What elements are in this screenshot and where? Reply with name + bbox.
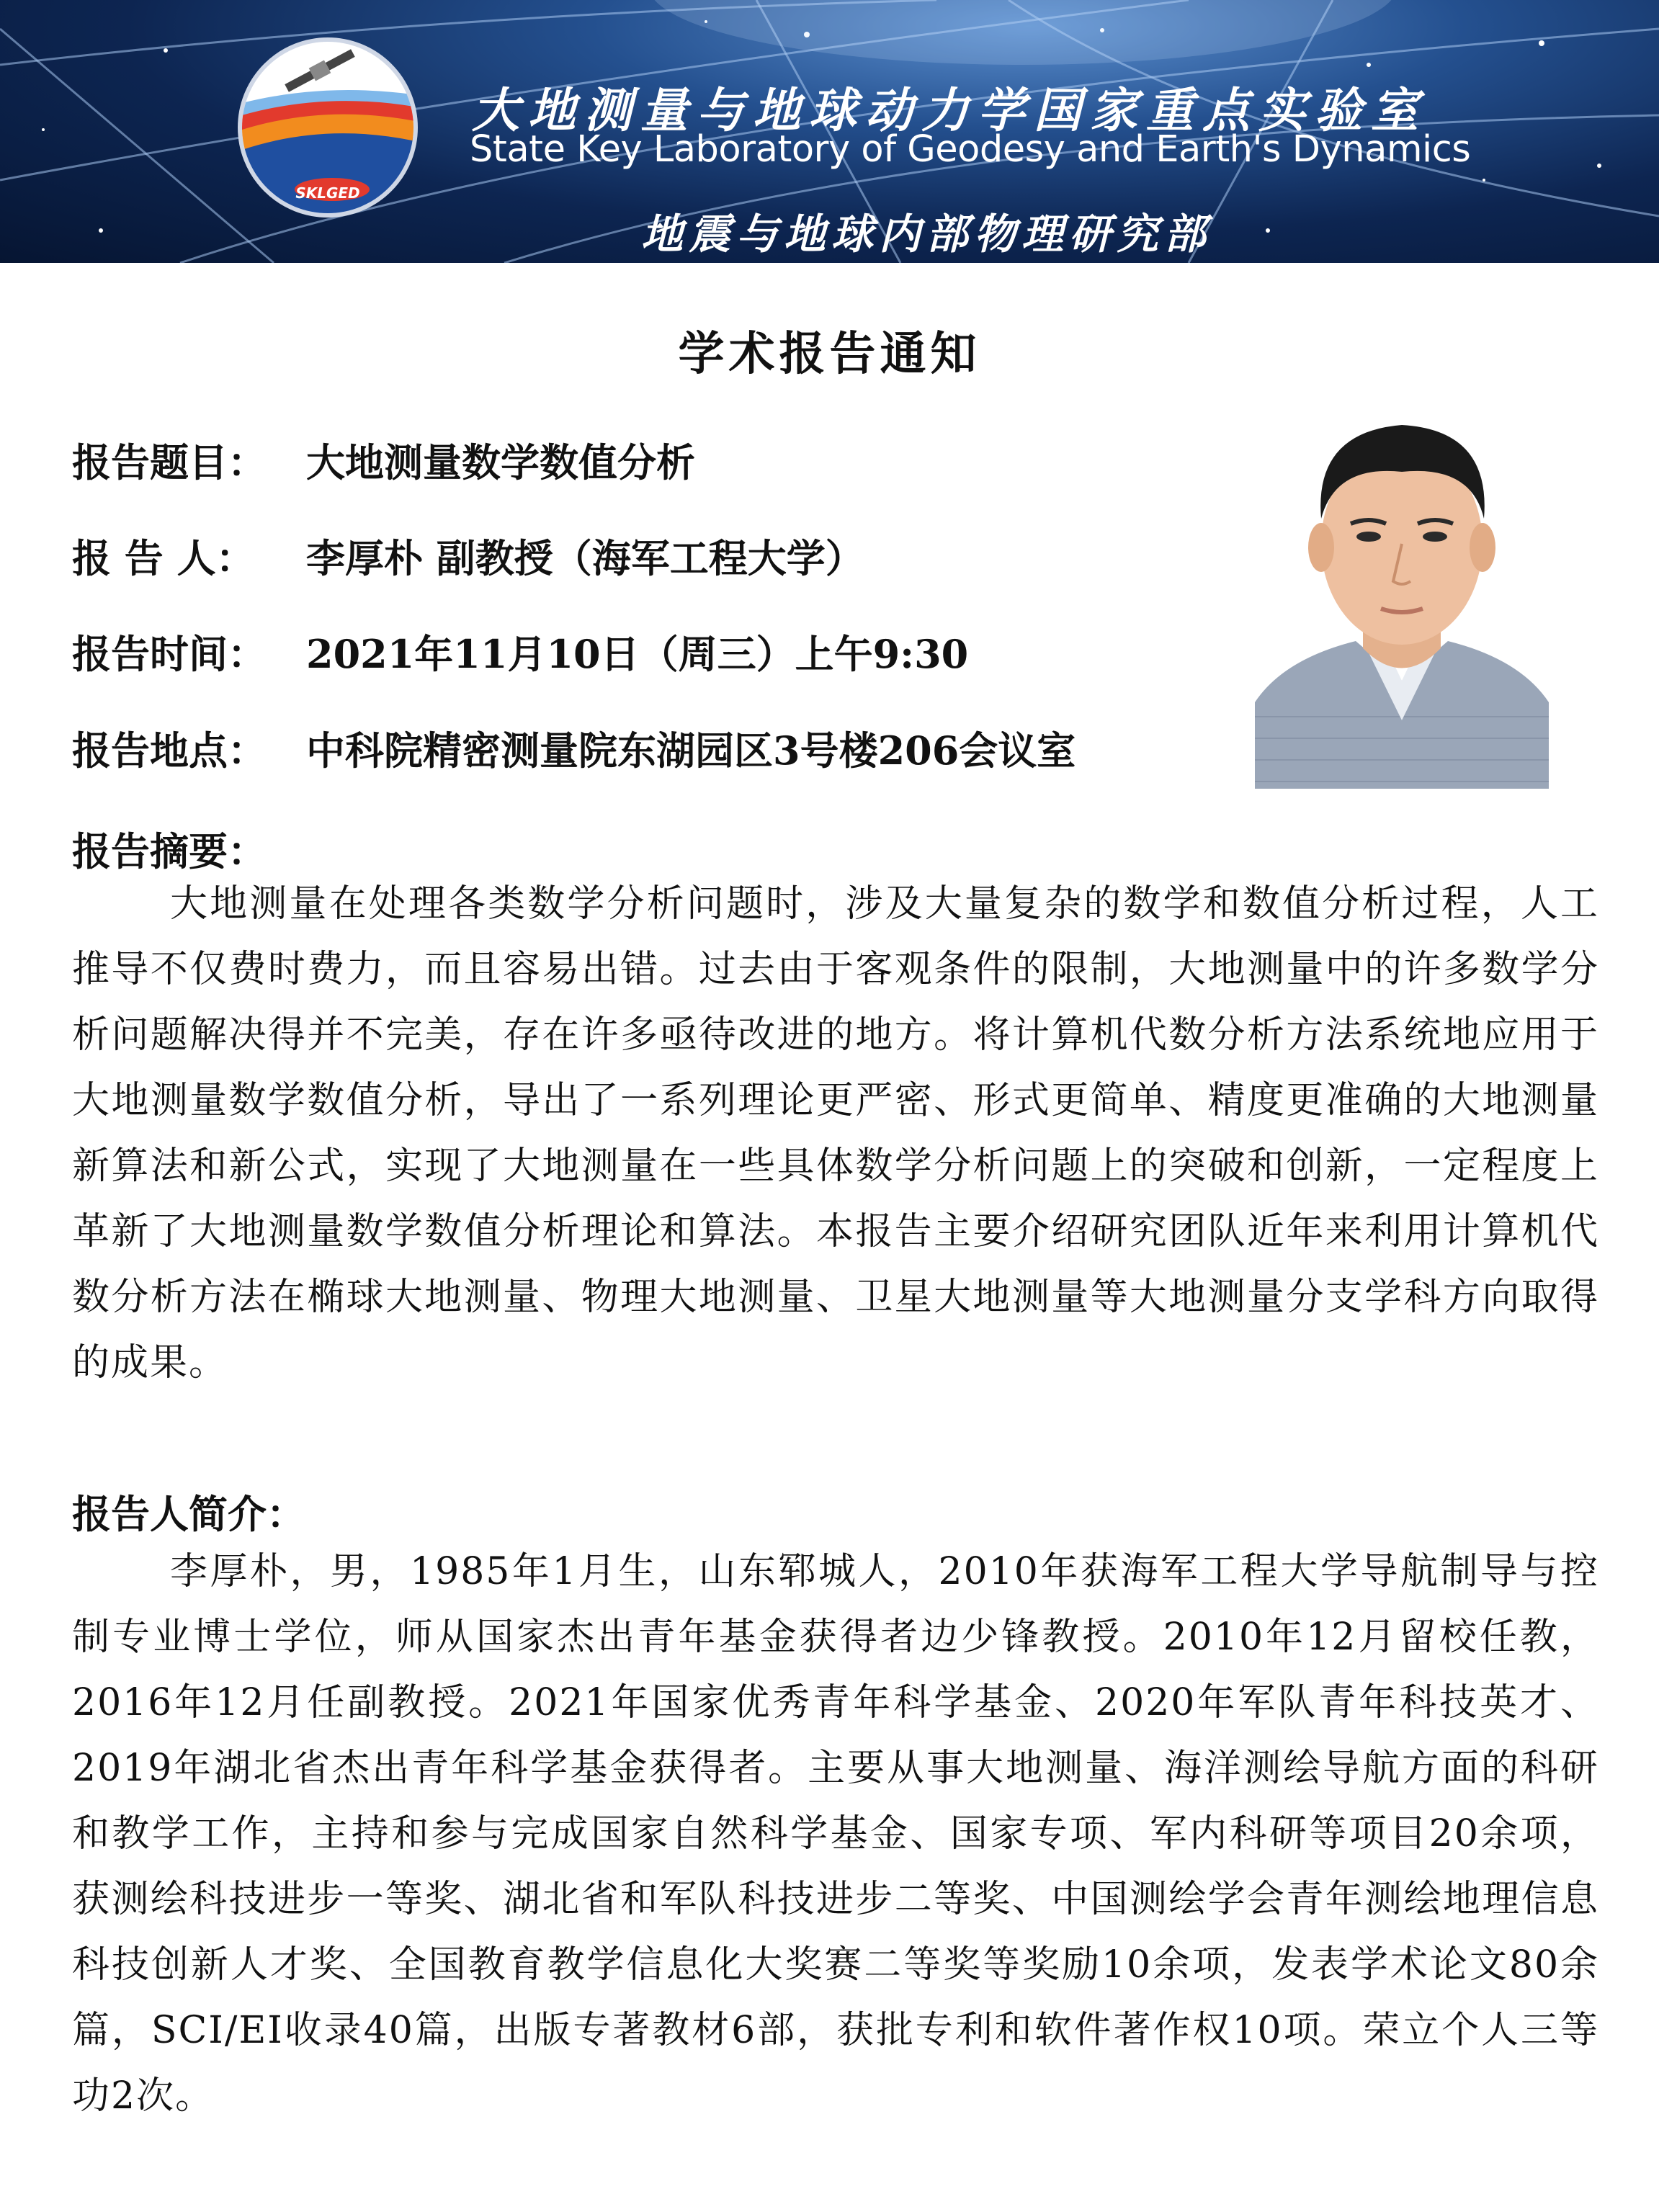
location-label: 报告地点： bbox=[72, 727, 267, 774]
location-value: 中科院精密测量院东湖园区3号楼206会议室 bbox=[306, 727, 1076, 774]
topic-label: 报告题目： bbox=[72, 439, 267, 485]
abstract-text: 大地测量在处理各类数学分析问题时，涉及大量复杂的数学和数值分析过程，人工推导不仅费时费力，而且容易出错。过去由于客观条件的限制，大地测量中的许多数学分析问题解决得并不完美，存在许多亟待改进的地方。将计算机代数分析方法系统地应用于大地测量数学数值分析，导出了一系列理论更严密、形式更简单、精度更准确的大地测量新算法和新公式，实现了大地测量在一些具体数学分析问题上的突破和创新，一定程度上革新了大地测量数学数值分析理论和算法。本报告主要介绍研究团队近年来利用计算机代数分析方法在椭球大地测量、物理大地测量、卫星大地测量等大地测量分支学科方向取得的成果。 bbox=[72, 882, 1599, 1384]
topic-value: 大地测量数学数值分析 bbox=[306, 439, 695, 485]
speaker-photo bbox=[1255, 393, 1549, 789]
report-topic bbox=[72, 432, 695, 488]
time-label: 报告时间： bbox=[72, 631, 267, 677]
bio-heading: 报告人简介： bbox=[72, 1491, 305, 1537]
bio-text: 李厚朴，男，1985年1月生，山东郓城人，2010年获海军工程大学导航制导与控制专业博士学位，师从国家杰出青年基金获得者边少锋教授。2010年12月留校任教，2016年12月任副教授。2021年国家优秀青年科学基金、2020年军队青年科技英才、2019年湖北省杰出青年科学基金获得者。主要从事大地测量、海洋测绘导航方面的科研和教学工作，主持和参与完成国家自然科学基金、国家专项、军内科研等项目20余项，获测绘科技进步一等奖、湖北省和军队科技进步二等奖、中国测绘学会青年测绘地理信息科技创新人才奖、全国教育教学信息化大奖赛二等奖等奖励10余项，发表学术论文80余篇，SCI/EI收录40篇，出版专著教材6部，获批专利和软件著作权10项。荣立个人三等功2次。 bbox=[72, 1550, 1599, 2118]
department-name: 地震与地球内部物理研究部 bbox=[641, 210, 1212, 259]
lab-name-chinese: 大地测量与地球动力学国家重点实验室 bbox=[472, 82, 1427, 138]
speaker-label: 报 告 人： bbox=[72, 535, 255, 581]
speaker-value: 李厚朴 副教授（海军工程大学） bbox=[306, 535, 864, 581]
report-location bbox=[72, 720, 1076, 776]
satellite-logo-icon bbox=[238, 37, 418, 218]
page-title: 学术报告通知 bbox=[678, 327, 981, 381]
abstract-heading: 报告摘要： bbox=[72, 828, 267, 874]
header-banner bbox=[0, 0, 1659, 263]
lab-name-english: State Key Laboratory of Geodesy and Earth's Dynamics bbox=[470, 128, 1471, 171]
time-value: 2021年11月10日（周三）上午9:30 bbox=[306, 631, 969, 677]
logo-text: SKLGED bbox=[295, 184, 360, 202]
report-speaker bbox=[72, 528, 864, 583]
report-time bbox=[72, 624, 968, 679]
